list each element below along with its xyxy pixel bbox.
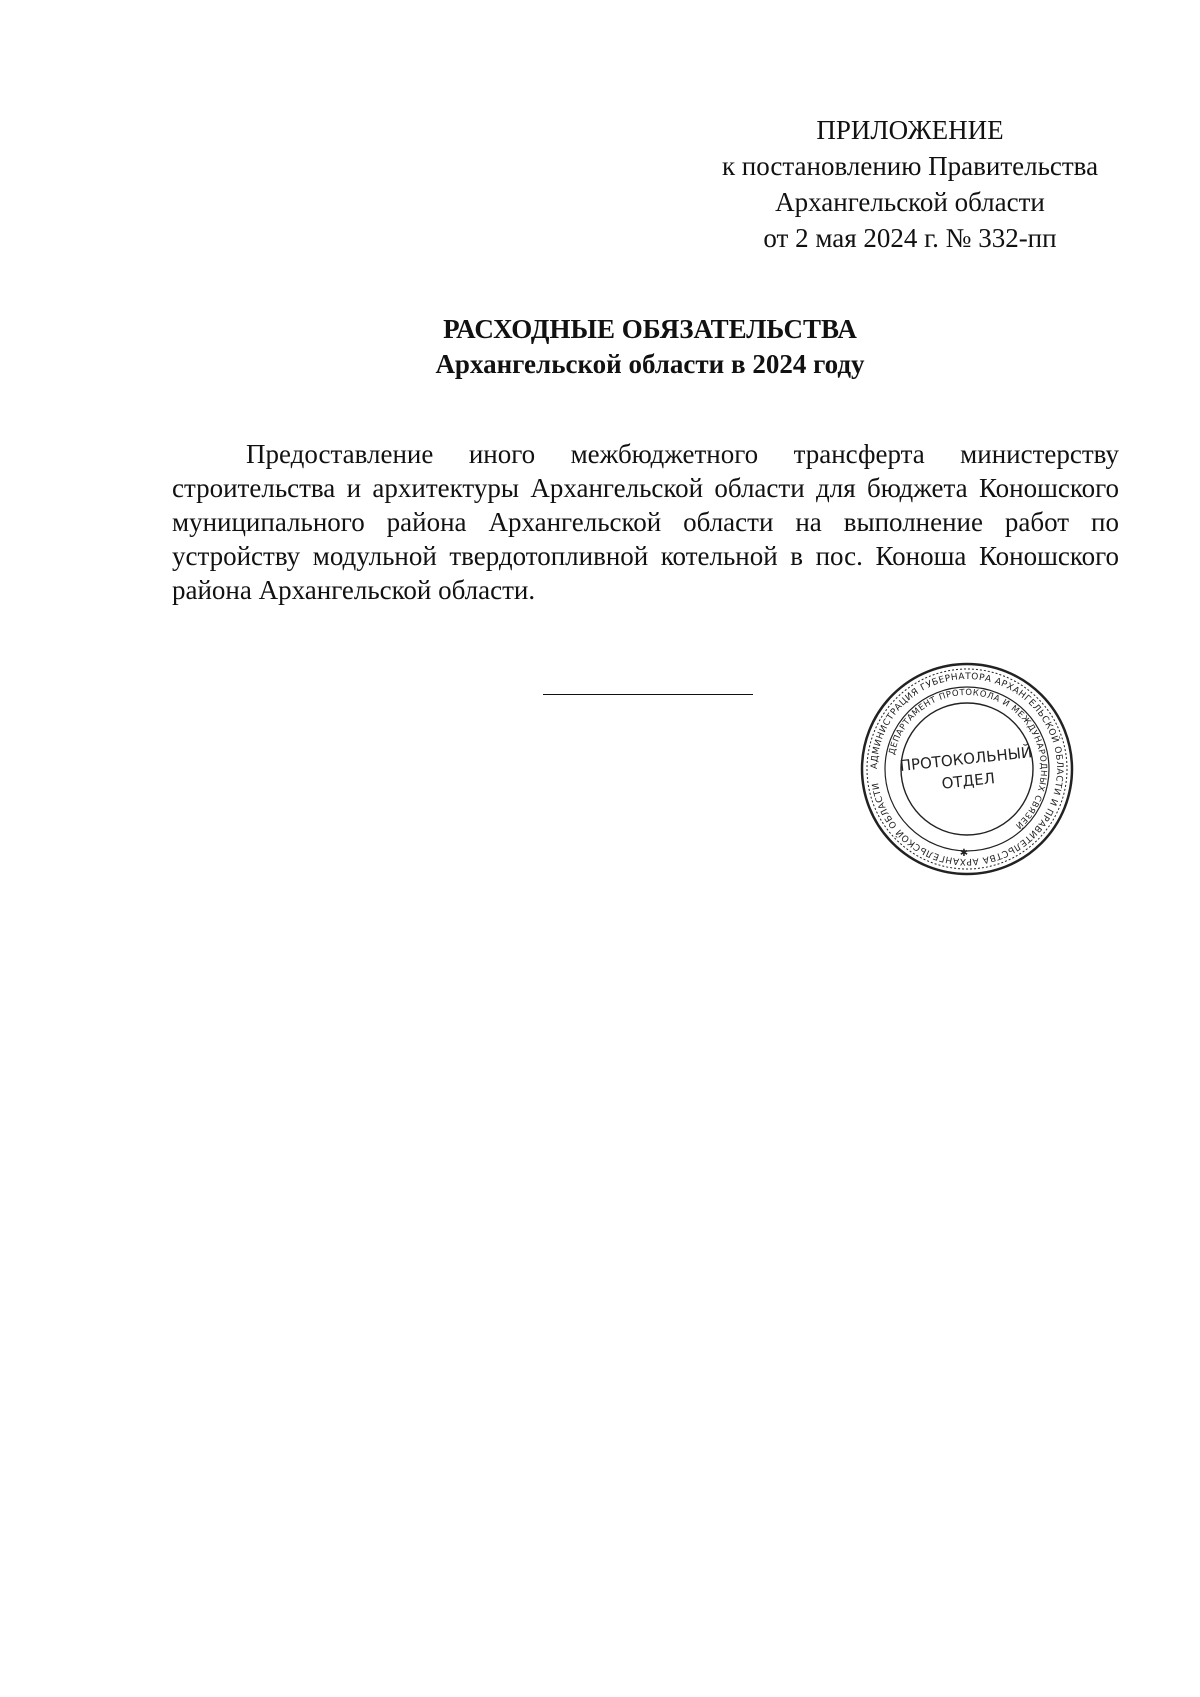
- document-title-line2: Архангельской области в 2024 году: [435, 349, 865, 379]
- appendix-region-line: Архангельской области: [775, 187, 1045, 217]
- stamp-seal-icon: [858, 660, 1076, 878]
- document-title: [0, 312, 1200, 382]
- stamp-star-icon: ✱: [959, 848, 969, 859]
- appendix-resolution-line: к постановлению Правительства: [721, 151, 1099, 181]
- separator-line: [543, 694, 753, 695]
- official-stamp: [858, 660, 1076, 878]
- svg-text:АДМИНИСТРАЦИЯ ГУБЕРНАТОРА АРХА: [870, 672, 1064, 866]
- stamp-outer-ring-text: АДМИНИСТРАЦИЯ ГУБЕРНАТОРА АРХАНГЕЛЬСКОЙ ОБЛАСТИ И ПРАВИТЕЛЬСТВА АРХАНГЕЛЬСКОЙ ОБЛАСТИ: [869, 671, 1065, 867]
- stamp-center-line1: ПРОТОКОЛЬНЫЙ: [898, 743, 1033, 775]
- stamp-inner-ring-text: ДЕПАРТАМЕНТ ПРОТОКОЛА И МЕЖДУНАРОДНЫХ СВЯЗЕЙ: [887, 687, 1049, 831]
- appendix-header: [640, 112, 1180, 256]
- document-title-line1: РАСХОДНЫЕ ОБЯЗАТЕЛЬСТВА: [443, 314, 857, 344]
- appendix-heading: ПРИЛОЖЕНИЕ: [816, 115, 1004, 145]
- appendix-date-number: от 2 мая 2024 г. № 332-пп: [763, 223, 1057, 253]
- body-paragraph: Предоставление иного межбюджетного трансферта министерству строительства и архитектуры Архангельской области для бюджета Коношского муниципального района Архангельской области на выполнение работ по устройству модульной твердотопливной котельной в пос. Коноша Коношского района Архангельской области.: [172, 439, 1119, 605]
- stamp-center-line2: ОТДЕЛ: [940, 769, 996, 793]
